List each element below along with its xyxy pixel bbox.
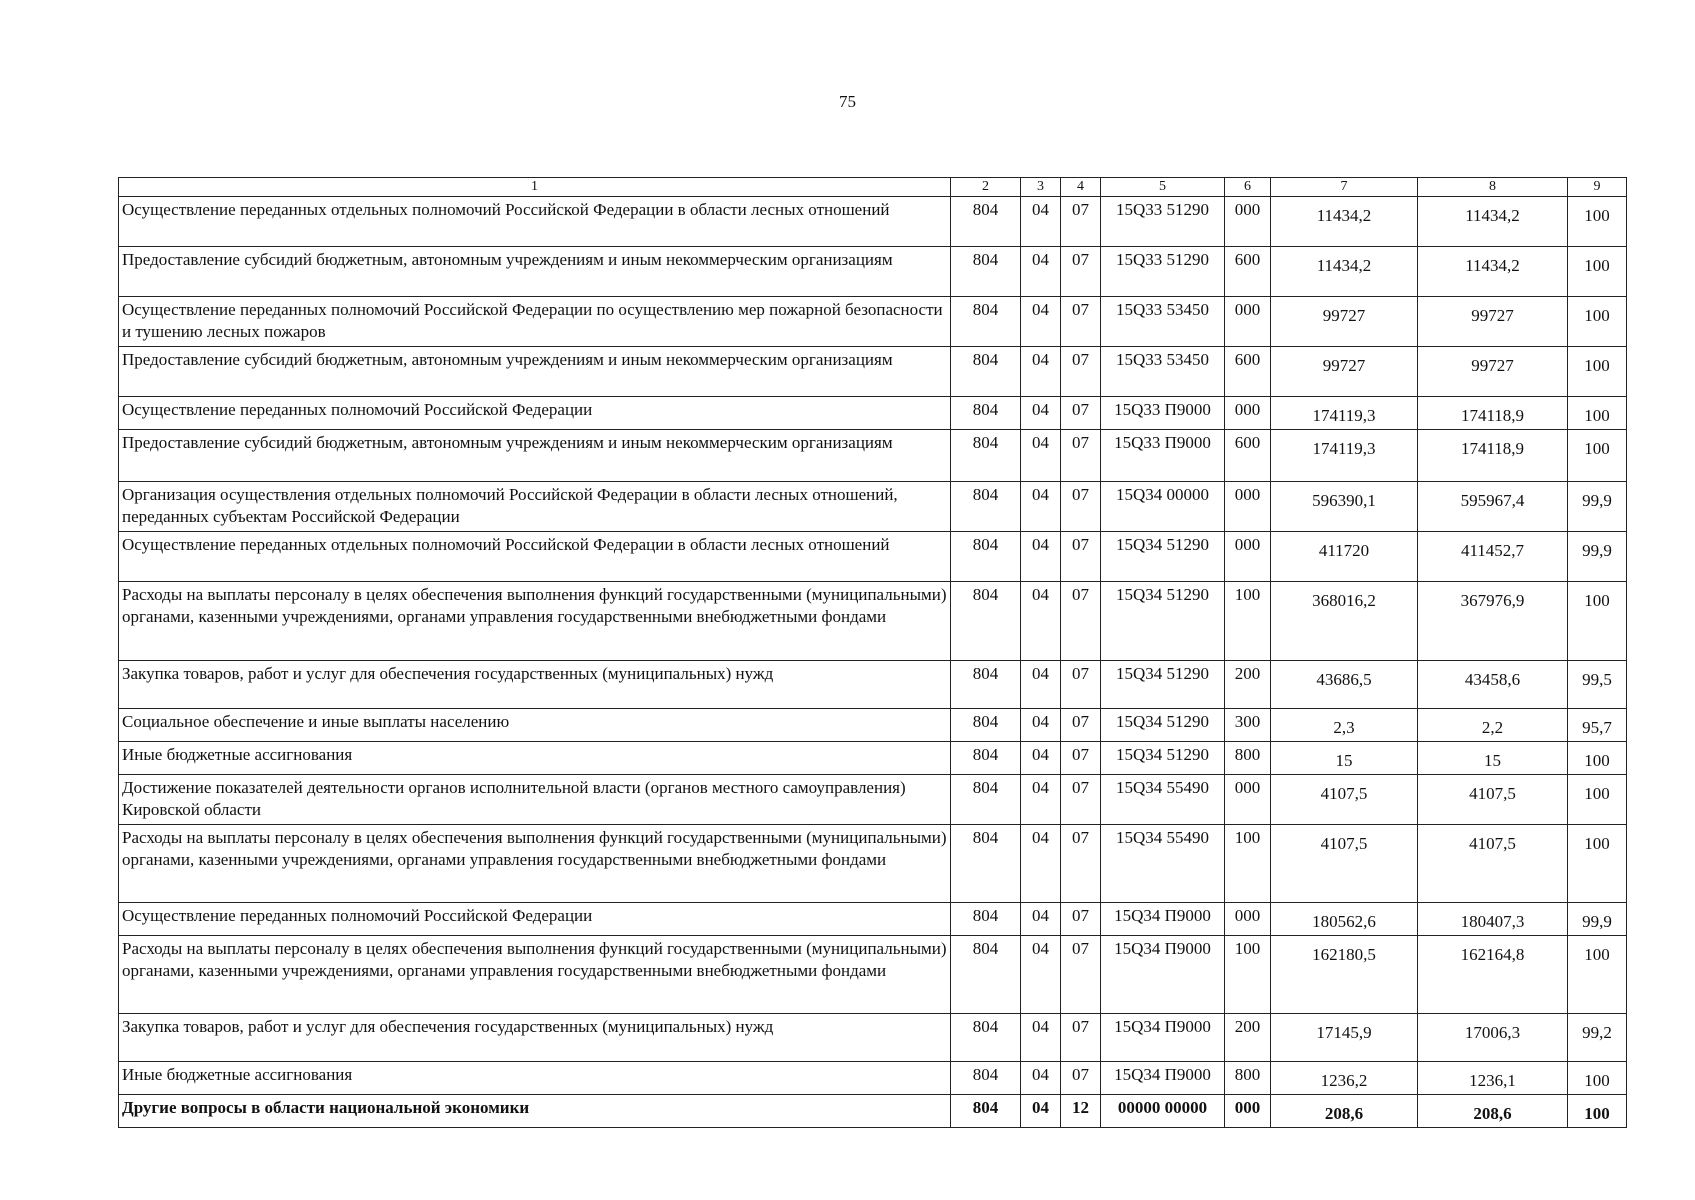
cell-section-code: 04 — [1021, 397, 1061, 430]
cell-item-name: Иные бюджетные ассигнования — [119, 742, 951, 775]
cell-approved-amount: 174119,3 — [1271, 397, 1418, 430]
cell-expense-type-code: 300 — [1225, 709, 1271, 742]
column-header-2: 2 — [951, 178, 1021, 197]
cell-expense-type-code: 600 — [1225, 430, 1271, 482]
column-header-4: 4 — [1061, 178, 1101, 197]
cell-target-article-code: 15Q34 55490 — [1101, 775, 1225, 825]
cell-ministry-code: 804 — [951, 197, 1021, 247]
header-row — [119, 178, 1627, 197]
cell-approved-amount: 11434,2 — [1271, 197, 1418, 247]
cell-execution-percent: 99,9 — [1568, 532, 1627, 582]
cell-executed-amount: 43458,6 — [1418, 661, 1568, 709]
cell-subsection-code: 07 — [1061, 742, 1101, 775]
cell-ministry-code: 804 — [951, 397, 1021, 430]
cell-subsection-code: 07 — [1061, 1062, 1101, 1095]
cell-item-name: Предоставление субсидий бюджетным, автономным учреждениям и иным некоммерческим организациям — [119, 347, 951, 397]
table-row — [119, 247, 1627, 297]
cell-approved-amount: 99727 — [1271, 347, 1418, 397]
cell-subsection-code: 07 — [1061, 532, 1101, 582]
cell-target-article-code: 15Q33 П9000 — [1101, 430, 1225, 482]
cell-expense-type-code: 000 — [1225, 903, 1271, 936]
cell-section-code: 04 — [1021, 1095, 1061, 1128]
cell-subsection-code: 07 — [1061, 347, 1101, 397]
cell-expense-type-code: 800 — [1225, 742, 1271, 775]
cell-ministry-code: 804 — [951, 582, 1021, 661]
cell-subsection-code: 07 — [1061, 582, 1101, 661]
table-row — [119, 742, 1627, 775]
cell-ministry-code: 804 — [951, 532, 1021, 582]
cell-item-name: Осуществление переданных полномочий Российской Федерации — [119, 397, 951, 430]
cell-ministry-code: 804 — [951, 775, 1021, 825]
cell-subsection-code: 07 — [1061, 197, 1101, 247]
cell-approved-amount: 368016,2 — [1271, 582, 1418, 661]
cell-approved-amount: 208,6 — [1271, 1095, 1418, 1128]
cell-target-article-code: 15Q34 П9000 — [1101, 903, 1225, 936]
cell-execution-percent: 100 — [1568, 347, 1627, 397]
cell-executed-amount: 174118,9 — [1418, 397, 1568, 430]
cell-expense-type-code: 200 — [1225, 1014, 1271, 1062]
cell-target-article-code: 15Q34 П9000 — [1101, 1062, 1225, 1095]
cell-approved-amount: 2,3 — [1271, 709, 1418, 742]
cell-section-code: 04 — [1021, 709, 1061, 742]
table-row — [119, 430, 1627, 482]
cell-approved-amount: 411720 — [1271, 532, 1418, 582]
cell-item-name: Предоставление субсидий бюджетным, автономным учреждениям и иным некоммерческим организациям — [119, 430, 951, 482]
cell-section-code: 04 — [1021, 347, 1061, 397]
cell-section-code: 04 — [1021, 661, 1061, 709]
cell-expense-type-code: 000 — [1225, 197, 1271, 247]
cell-target-article-code: 15Q34 51290 — [1101, 709, 1225, 742]
cell-section-code: 04 — [1021, 1014, 1061, 1062]
cell-execution-percent: 100 — [1568, 582, 1627, 661]
table-row — [119, 825, 1627, 903]
cell-section-code: 04 — [1021, 825, 1061, 903]
cell-execution-percent: 100 — [1568, 197, 1627, 247]
table-row — [119, 582, 1627, 661]
cell-item-name: Организация осуществления отдельных полномочий Российской Федерации в области лесных отношений, переданных субъектам Российской Федерации — [119, 482, 951, 532]
column-header-6: 6 — [1225, 178, 1271, 197]
cell-ministry-code: 804 — [951, 742, 1021, 775]
column-header-8: 8 — [1418, 178, 1568, 197]
cell-ministry-code: 804 — [951, 430, 1021, 482]
table-body — [119, 197, 1627, 1128]
cell-ministry-code: 804 — [951, 1062, 1021, 1095]
budget-table — [118, 177, 1627, 1128]
cell-ministry-code: 804 — [951, 347, 1021, 397]
cell-expense-type-code: 000 — [1225, 775, 1271, 825]
cell-subsection-code: 07 — [1061, 709, 1101, 742]
cell-ministry-code: 804 — [951, 903, 1021, 936]
cell-section-code: 04 — [1021, 297, 1061, 347]
cell-subsection-code: 12 — [1061, 1095, 1101, 1128]
cell-item-name: Достижение показателей деятельности органов исполнительной власти (органов местного самоуправления) Кировской области — [119, 775, 951, 825]
cell-item-name: Осуществление переданных полномочий Российской Федерации по осуществлению мер пожарной безопасности и тушению лесных пожаров — [119, 297, 951, 347]
cell-execution-percent: 100 — [1568, 1062, 1627, 1095]
cell-execution-percent: 100 — [1568, 825, 1627, 903]
cell-approved-amount: 180562,6 — [1271, 903, 1418, 936]
cell-executed-amount: 11434,2 — [1418, 247, 1568, 297]
cell-subsection-code: 07 — [1061, 936, 1101, 1014]
cell-subsection-code: 07 — [1061, 775, 1101, 825]
cell-target-article-code: 15Q34 51290 — [1101, 661, 1225, 709]
cell-section-code: 04 — [1021, 936, 1061, 1014]
table-row — [119, 1095, 1627, 1128]
cell-executed-amount: 1236,1 — [1418, 1062, 1568, 1095]
cell-expense-type-code: 000 — [1225, 297, 1271, 347]
cell-expense-type-code: 100 — [1225, 825, 1271, 903]
cell-executed-amount: 11434,2 — [1418, 197, 1568, 247]
page-number: 75 — [839, 92, 856, 111]
cell-subsection-code: 07 — [1061, 825, 1101, 903]
column-header-9: 9 — [1568, 178, 1627, 197]
cell-item-name: Расходы на выплаты персоналу в целях обеспечения выполнения функций государственными (муниципальными) органами, казенными учреждениями, органами управления государственными внебюджетными фондами — [119, 936, 951, 1014]
table-row — [119, 197, 1627, 247]
cell-item-name: Осуществление переданных отдельных полномочий Российской Федерации в области лесных отношений — [119, 532, 951, 582]
cell-execution-percent: 100 — [1568, 742, 1627, 775]
cell-section-code: 04 — [1021, 582, 1061, 661]
cell-executed-amount: 4107,5 — [1418, 775, 1568, 825]
cell-execution-percent: 100 — [1568, 430, 1627, 482]
cell-target-article-code: 15Q34 51290 — [1101, 582, 1225, 661]
cell-execution-percent: 100 — [1568, 397, 1627, 430]
cell-executed-amount: 99727 — [1418, 297, 1568, 347]
cell-execution-percent: 99,2 — [1568, 1014, 1627, 1062]
cell-expense-type-code: 100 — [1225, 936, 1271, 1014]
cell-section-code: 04 — [1021, 482, 1061, 532]
cell-approved-amount: 596390,1 — [1271, 482, 1418, 532]
cell-item-name: Расходы на выплаты персоналу в целях обеспечения выполнения функций государственными (муниципальными) органами, казенными учреждениями, органами управления государственными внебюджетными фондами — [119, 582, 951, 661]
cell-expense-type-code: 800 — [1225, 1062, 1271, 1095]
cell-subsection-code: 07 — [1061, 482, 1101, 532]
cell-executed-amount: 595967,4 — [1418, 482, 1568, 532]
cell-section-code: 04 — [1021, 197, 1061, 247]
cell-executed-amount: 367976,9 — [1418, 582, 1568, 661]
cell-ministry-code: 804 — [951, 1014, 1021, 1062]
cell-section-code: 04 — [1021, 903, 1061, 936]
cell-item-name: Закупка товаров, работ и услуг для обеспечения государственных (муниципальных) нужд — [119, 1014, 951, 1062]
cell-expense-type-code: 200 — [1225, 661, 1271, 709]
cell-approved-amount: 11434,2 — [1271, 247, 1418, 297]
table-row — [119, 397, 1627, 430]
table-row — [119, 482, 1627, 532]
cell-approved-amount: 174119,3 — [1271, 430, 1418, 482]
cell-executed-amount: 4107,5 — [1418, 825, 1568, 903]
cell-expense-type-code: 100 — [1225, 582, 1271, 661]
cell-target-article-code: 15Q34 П9000 — [1101, 1014, 1225, 1062]
cell-target-article-code: 15Q33 53450 — [1101, 297, 1225, 347]
cell-item-name: Закупка товаров, работ и услуг для обеспечения государственных (муниципальных) нужд — [119, 661, 951, 709]
cell-section-code: 04 — [1021, 532, 1061, 582]
cell-expense-type-code: 000 — [1225, 397, 1271, 430]
cell-subsection-code: 07 — [1061, 903, 1101, 936]
table-row — [119, 936, 1627, 1014]
cell-section-code: 04 — [1021, 775, 1061, 825]
cell-expense-type-code: 000 — [1225, 1095, 1271, 1128]
cell-execution-percent: 95,7 — [1568, 709, 1627, 742]
cell-executed-amount: 99727 — [1418, 347, 1568, 397]
cell-execution-percent: 100 — [1568, 775, 1627, 825]
cell-expense-type-code: 600 — [1225, 247, 1271, 297]
cell-executed-amount: 15 — [1418, 742, 1568, 775]
cell-target-article-code: 15Q33 П9000 — [1101, 397, 1225, 430]
cell-ministry-code: 804 — [951, 297, 1021, 347]
cell-ministry-code: 804 — [951, 1095, 1021, 1128]
cell-expense-type-code: 000 — [1225, 482, 1271, 532]
cell-execution-percent: 100 — [1568, 247, 1627, 297]
cell-approved-amount: 1236,2 — [1271, 1062, 1418, 1095]
cell-executed-amount: 208,6 — [1418, 1095, 1568, 1128]
cell-target-article-code: 15Q33 51290 — [1101, 247, 1225, 297]
cell-target-article-code: 15Q33 53450 — [1101, 347, 1225, 397]
cell-execution-percent: 100 — [1568, 297, 1627, 347]
cell-target-article-code: 00000 00000 — [1101, 1095, 1225, 1128]
cell-execution-percent: 99,5 — [1568, 661, 1627, 709]
cell-execution-percent: 99,9 — [1568, 903, 1627, 936]
cell-approved-amount: 43686,5 — [1271, 661, 1418, 709]
cell-section-code: 04 — [1021, 742, 1061, 775]
cell-expense-type-code: 600 — [1225, 347, 1271, 397]
cell-approved-amount: 162180,5 — [1271, 936, 1418, 1014]
cell-target-article-code: 15Q34 51290 — [1101, 742, 1225, 775]
table-row — [119, 709, 1627, 742]
cell-expense-type-code: 000 — [1225, 532, 1271, 582]
cell-approved-amount: 4107,5 — [1271, 825, 1418, 903]
cell-section-code: 04 — [1021, 1062, 1061, 1095]
cell-executed-amount: 2,2 — [1418, 709, 1568, 742]
cell-approved-amount: 17145,9 — [1271, 1014, 1418, 1062]
table-row — [119, 903, 1627, 936]
cell-ministry-code: 804 — [951, 936, 1021, 1014]
cell-item-name: Осуществление переданных полномочий Российской Федерации — [119, 903, 951, 936]
cell-execution-percent: 99,9 — [1568, 482, 1627, 532]
cell-subsection-code: 07 — [1061, 247, 1101, 297]
cell-execution-percent: 100 — [1568, 936, 1627, 1014]
cell-approved-amount: 99727 — [1271, 297, 1418, 347]
cell-target-article-code: 15Q33 51290 — [1101, 197, 1225, 247]
cell-ministry-code: 804 — [951, 482, 1021, 532]
cell-target-article-code: 15Q34 00000 — [1101, 482, 1225, 532]
column-header-5: 5 — [1101, 178, 1225, 197]
table-row — [119, 1014, 1627, 1062]
cell-executed-amount: 17006,3 — [1418, 1014, 1568, 1062]
cell-item-name: Предоставление субсидий бюджетным, автономным учреждениям и иным некоммерческим организациям — [119, 247, 951, 297]
cell-ministry-code: 804 — [951, 661, 1021, 709]
cell-executed-amount: 174118,9 — [1418, 430, 1568, 482]
cell-target-article-code: 15Q34 55490 — [1101, 825, 1225, 903]
cell-subsection-code: 07 — [1061, 430, 1101, 482]
cell-subsection-code: 07 — [1061, 397, 1101, 430]
column-header-7: 7 — [1271, 178, 1418, 197]
cell-item-name: Расходы на выплаты персоналу в целях обеспечения выполнения функций государственными (муниципальными) органами, казенными учреждениями, органами управления государственными внебюджетными фондами — [119, 825, 951, 903]
table-row — [119, 297, 1627, 347]
table-row — [119, 347, 1627, 397]
cell-executed-amount: 162164,8 — [1418, 936, 1568, 1014]
cell-subsection-code: 07 — [1061, 661, 1101, 709]
cell-item-name: Другие вопросы в области национальной экономики — [119, 1095, 951, 1128]
table-row — [119, 532, 1627, 582]
cell-section-code: 04 — [1021, 247, 1061, 297]
cell-approved-amount: 4107,5 — [1271, 775, 1418, 825]
table-row — [119, 661, 1627, 709]
column-header-3: 3 — [1021, 178, 1061, 197]
cell-item-name: Иные бюджетные ассигнования — [119, 1062, 951, 1095]
cell-section-code: 04 — [1021, 430, 1061, 482]
cell-approved-amount: 15 — [1271, 742, 1418, 775]
cell-executed-amount: 180407,3 — [1418, 903, 1568, 936]
cell-executed-amount: 411452,7 — [1418, 532, 1568, 582]
cell-subsection-code: 07 — [1061, 1014, 1101, 1062]
column-header-1: 1 — [119, 178, 951, 197]
cell-ministry-code: 804 — [951, 709, 1021, 742]
cell-subsection-code: 07 — [1061, 297, 1101, 347]
table-row — [119, 1062, 1627, 1095]
cell-ministry-code: 804 — [951, 825, 1021, 903]
cell-ministry-code: 804 — [951, 247, 1021, 297]
cell-target-article-code: 15Q34 51290 — [1101, 532, 1225, 582]
cell-item-name: Осуществление переданных отдельных полномочий Российской Федерации в области лесных отношений — [119, 197, 951, 247]
cell-item-name: Социальное обеспечение и иные выплаты населению — [119, 709, 951, 742]
cell-target-article-code: 15Q34 П9000 — [1101, 936, 1225, 1014]
table-row — [119, 775, 1627, 825]
cell-execution-percent: 100 — [1568, 1095, 1627, 1128]
